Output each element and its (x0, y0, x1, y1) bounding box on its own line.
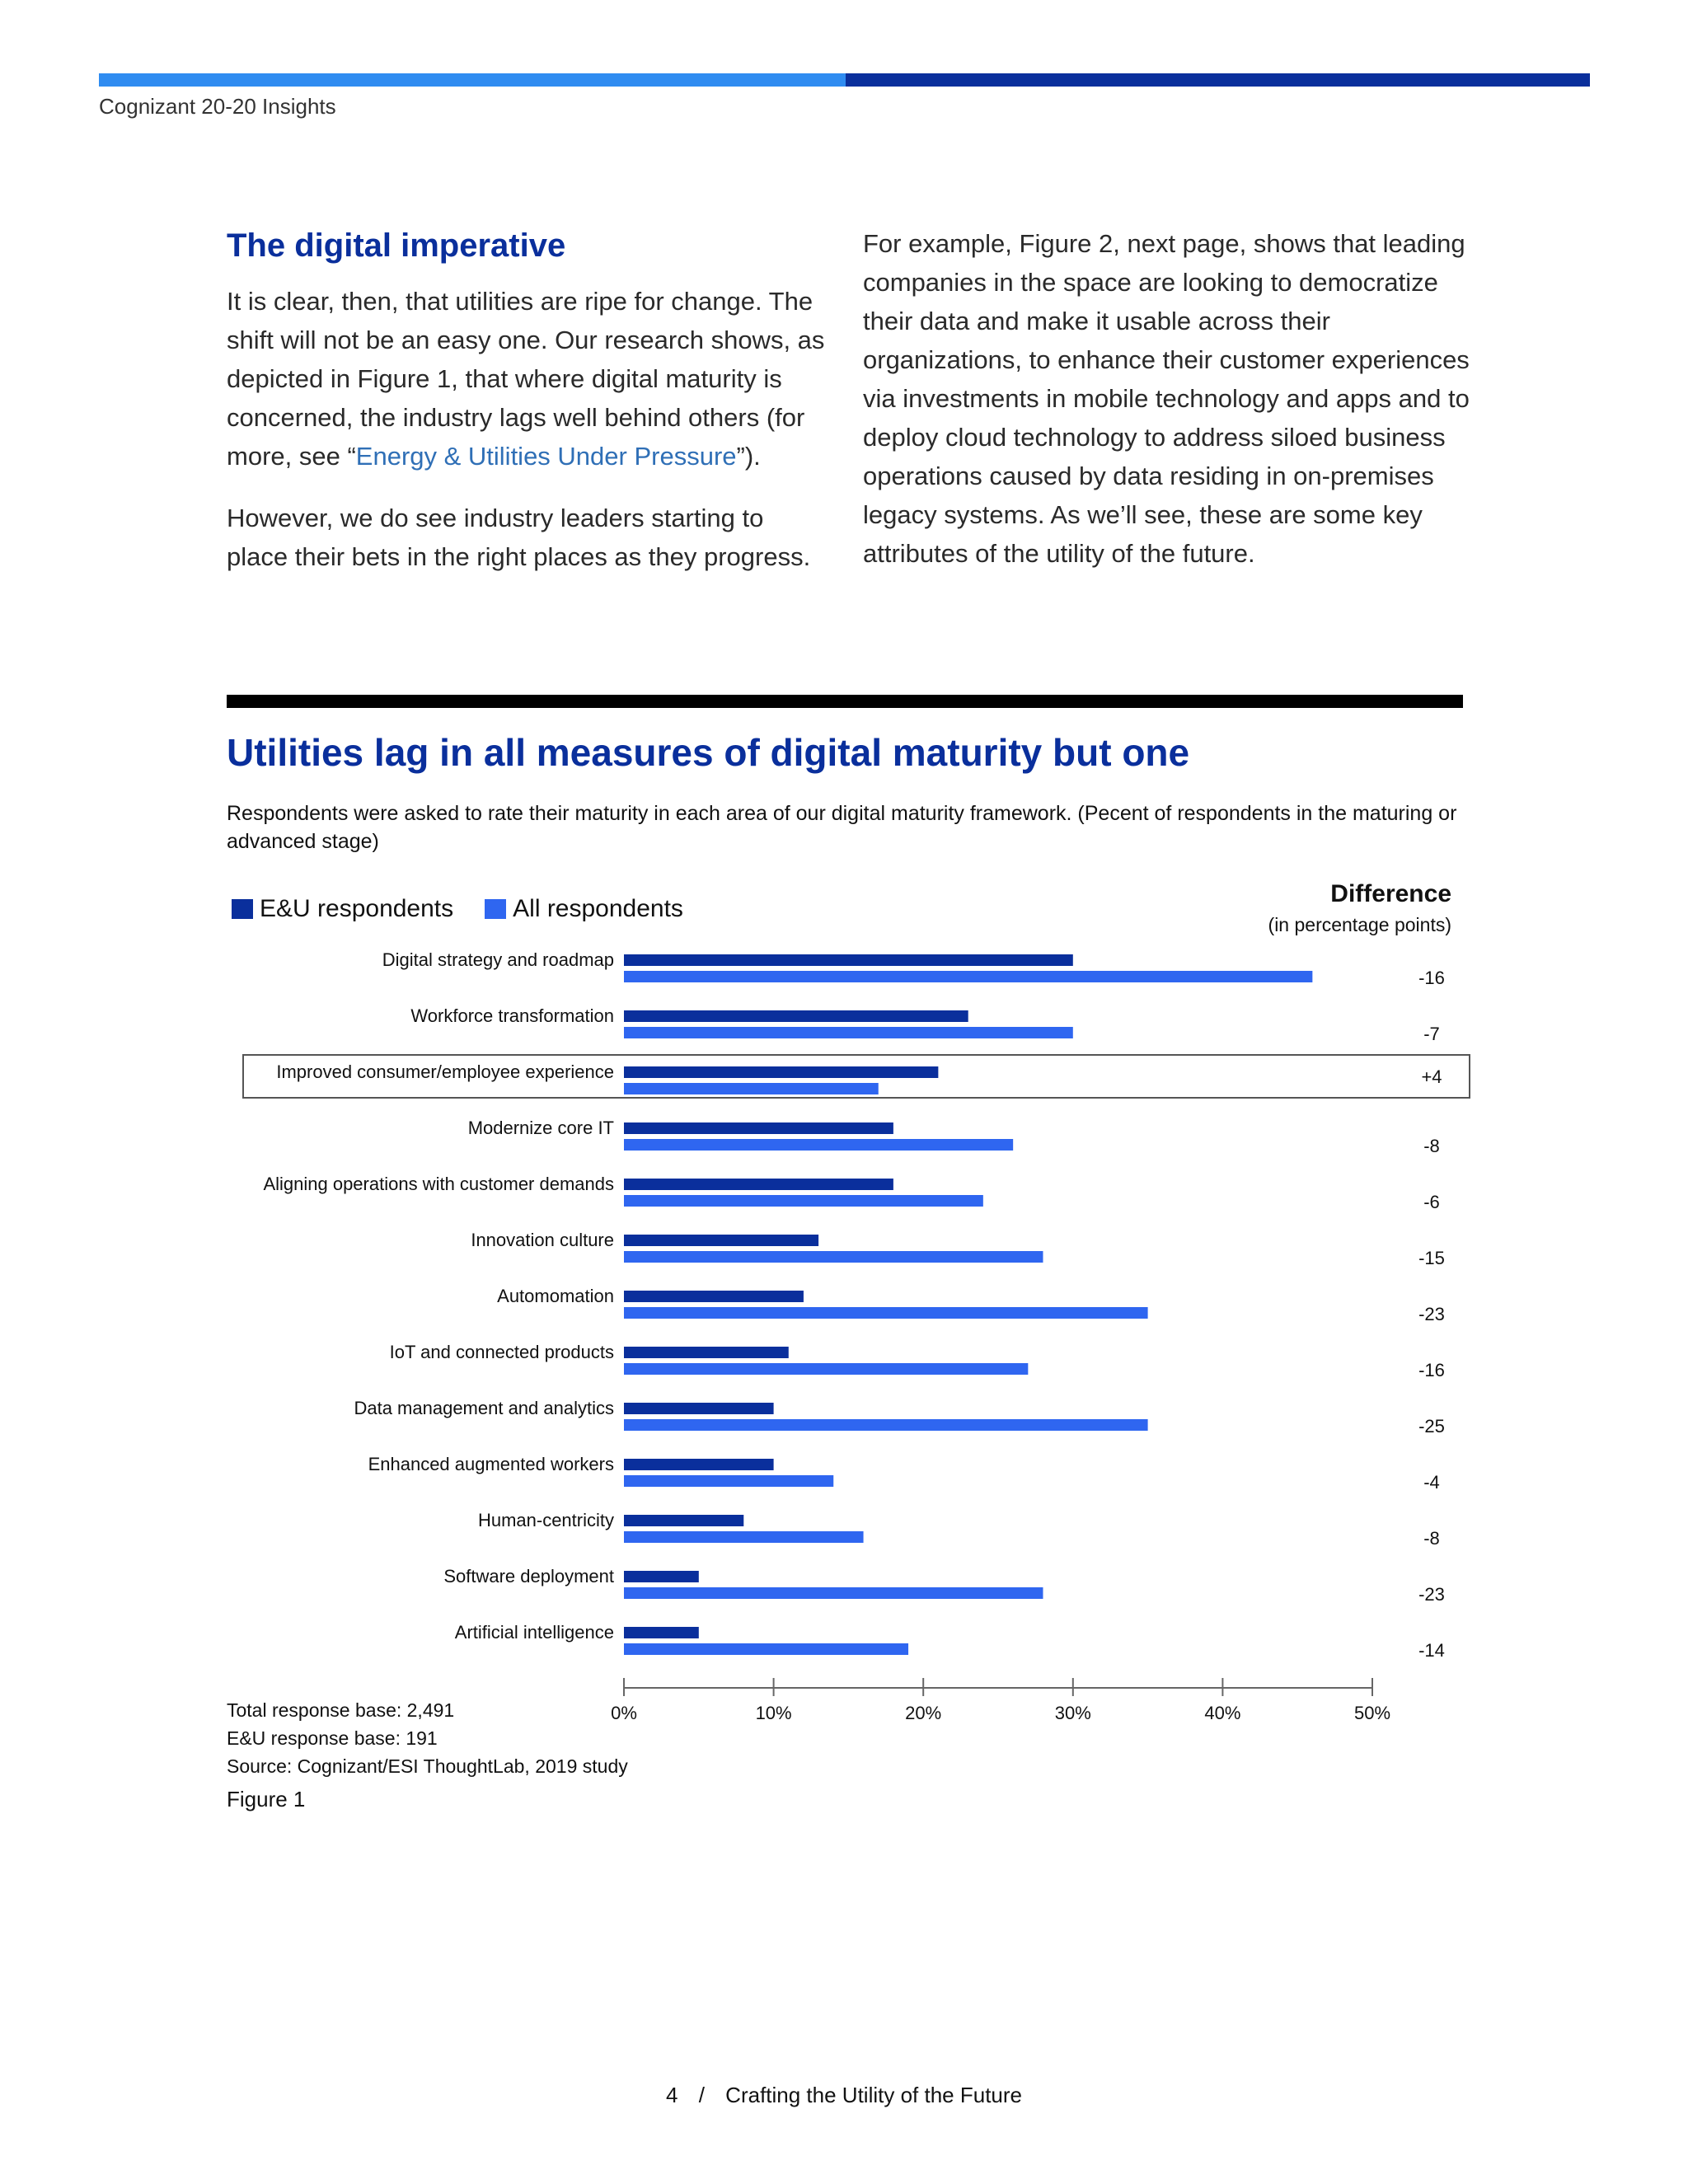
figure-notes (227, 1696, 628, 1780)
x-tick-label: 40% (1204, 1703, 1241, 1723)
paragraph-1-text: It is clear, then, that utilities are ripe for change. The shift will not be an easy one. Our research shows, as depicted in Figure 1, that where digital maturity is concerned, the industry lags well behind others (for more, see “ (227, 287, 825, 471)
paragraph-1-end: ”). (736, 442, 761, 471)
bar-all-3 (624, 1139, 1013, 1151)
bar-eu-8 (624, 1403, 774, 1414)
category-label: Artificial intelligence (454, 1622, 614, 1643)
footer-separator: / (698, 2083, 705, 2107)
difference-value: -4 (1423, 1472, 1440, 1493)
bar-all-10 (624, 1531, 864, 1543)
difference-value: -16 (1418, 1360, 1445, 1380)
bar-all-1 (624, 1027, 1073, 1038)
category-label: Digital strategy and roadmap (382, 949, 614, 970)
bar-eu-6 (624, 1291, 804, 1302)
bar-eu-5 (624, 1235, 818, 1246)
bar-all-4 (624, 1195, 983, 1207)
bar-all-12 (624, 1643, 908, 1655)
figure-subtitle: Respondents were asked to rate their maturity in each area of our digital maturity framework. (Pecent of respondents in the maturing or advanced stage) (227, 802, 1457, 853)
energy-utilities-link[interactable]: Energy & Utilities Under Pressure (355, 442, 737, 471)
difference-heading: Difference (1330, 880, 1451, 907)
category-label: Aligning operations with customer demands (263, 1174, 614, 1194)
x-tick-label: 10% (755, 1703, 792, 1723)
note-source: Source: Cognizant/ESI ThoughtLab, 2019 study (227, 1755, 628, 1777)
section-heading: The digital imperative (227, 227, 566, 264)
bar-eu-0 (624, 954, 1073, 966)
bar-all-9 (624, 1475, 833, 1487)
paragraph-2: However, we do see industry leaders starting to place their bets in the right places as they progress. (227, 504, 811, 571)
difference-value: -15 (1418, 1248, 1445, 1268)
category-label: Improved consumer/employee experience (276, 1062, 614, 1082)
category-label: Automomation (497, 1286, 614, 1306)
x-tick-label: 50% (1353, 1703, 1391, 1723)
figure-label: Figure 1 (227, 1787, 306, 1811)
x-tick-label: 20% (905, 1703, 942, 1723)
x-tick-label: 0% (611, 1703, 637, 1723)
legend-label-all: All respondents (513, 895, 683, 922)
difference-subheading: (in percentage points) (1268, 914, 1451, 935)
category-label: Enhanced augmented workers (368, 1454, 614, 1474)
page-footer (0, 2083, 1688, 2108)
bar-all-11 (624, 1587, 1043, 1599)
bar-all-7 (624, 1363, 1028, 1375)
bar-eu-2 (624, 1066, 938, 1078)
bar-eu-1 (624, 1010, 968, 1022)
category-label: Data management and analytics (354, 1398, 614, 1418)
difference-value: -8 (1423, 1528, 1440, 1549)
difference-value: -23 (1418, 1304, 1445, 1324)
bar-all-2 (624, 1083, 879, 1094)
footer-doc-title: Crafting the Utility of the Future (725, 2083, 1022, 2107)
bar-all-8 (624, 1419, 1148, 1431)
bar-eu-3 (624, 1122, 893, 1134)
bar-eu-12 (624, 1627, 699, 1638)
bar-all-0 (624, 971, 1312, 982)
paragraph-3: For example, Figure 2, next page, shows that leading companies in the space are looking to democratize their data and make it usable across their organizations, to enhance their customer experiences via investments in mobile technology and apps and to deploy cloud technology to address siloed business operations caused by data residing in on-premises legacy systems. As we’ll see, these are some key attributes of the utility of the future. (863, 229, 1470, 568)
difference-value: -8 (1423, 1136, 1440, 1156)
bar-all-5 (624, 1251, 1043, 1263)
category-label: Workforce transformation (410, 1005, 614, 1026)
difference-value: -7 (1423, 1024, 1440, 1044)
bar-eu-11 (624, 1571, 699, 1582)
difference-value: -23 (1418, 1584, 1445, 1605)
category-label: IoT and connected products (389, 1342, 614, 1362)
category-label: Innovation culture (471, 1230, 614, 1250)
page-number: 4 (666, 2083, 678, 2107)
difference-value: -16 (1418, 968, 1445, 988)
category-label: Modernize core IT (467, 1118, 614, 1138)
category-label: Human-centricity (477, 1510, 614, 1530)
difference-value: -14 (1418, 1640, 1445, 1661)
category-label: Software deployment (443, 1566, 614, 1586)
bar-eu-4 (624, 1179, 893, 1190)
brand-name: Cognizant 20-20 Insights (99, 94, 336, 119)
note-total-base: Total response base: 2,491 (227, 1699, 455, 1721)
bar-all-6 (624, 1307, 1148, 1319)
bar-eu-9 (624, 1459, 774, 1470)
note-eu-base: E&U response base: 191 (227, 1727, 438, 1749)
legend-label-eu: E&U respondents (260, 895, 454, 922)
difference-value: -6 (1423, 1192, 1440, 1212)
difference-value: -25 (1418, 1416, 1445, 1436)
difference-value: +4 (1421, 1066, 1442, 1087)
x-tick-label: 30% (1054, 1703, 1091, 1723)
figure-title: Utilities lag in all measures of digital maturity but one (227, 731, 1190, 774)
bar-eu-7 (624, 1347, 789, 1358)
bar-eu-10 (624, 1515, 743, 1526)
